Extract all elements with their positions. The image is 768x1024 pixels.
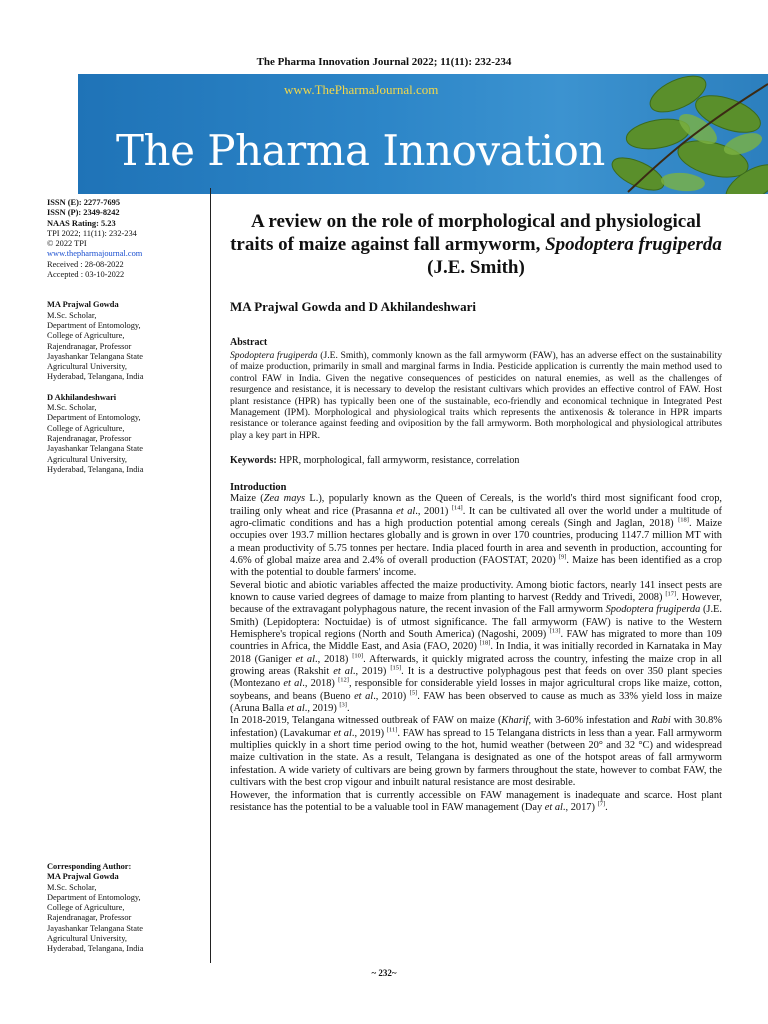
journal-banner [78,74,768,194]
keywords-list: HPR, morphological, fall armyworm, resistance, correlation [276,455,520,467]
introduction-heading: Introduction [230,482,287,494]
affiliation-line: College of Agriculture, [47,903,125,913]
author-line: MA Prajwal Gowda and D Akhilandeshwari [230,299,476,314]
affiliation-line: Agricultural University, [47,454,127,464]
column-divider [210,188,211,963]
author-name: MA Prajwal Gowda [47,300,119,310]
issn-e: ISSN (E): 2277-7695 [47,198,121,207]
article-title [230,210,722,279]
keywords [230,455,722,466]
affiliation-line: College of Agriculture, [47,423,125,433]
journal-site-link[interactable]: www.thepharmajournal.com [47,249,143,259]
affiliation-line: Hyderabad, Telangana, India [47,372,144,382]
article-meta-column [47,198,212,475]
title-species: Spodoptera frugiperda [545,234,722,255]
issn-p: ISSN (P): 2349-8242 [47,208,120,218]
corresponding-label: Corresponding Author: [47,862,132,871]
copyright: © 2022 TPI [47,239,87,249]
affiliation-line: Jayashankar Telangana State [47,444,143,454]
meta-block [47,198,212,229]
affiliation-line: Agricultural University, [47,362,127,372]
affiliation-line: M.Sc. Scholar, [47,882,97,892]
abstract-body: (J.E. Smith), commonly known as the fall armyworm (FAW), has an adverse effect on the sustainability of maize production, primarily in small and marginal farms in India. Pesticide application is currently the main method used to control FAW in India. Given the negative consequences of pesticides on natural enemies, as well as the challenges of resurgence and resistance, it is necessary to develop the resistant cultivars which provides an effective control of FAW. Host plant resistance (HPR) has typically been one of the sustainable, eco-friendly and economical technique in Integrated Pest Management (IPM). Morphological and physiological traits which represents the antixenosis & tolerance in HPR imparts resistance or tolerance against feeding and oviposition by the fall armyworm. Both morphological and physiological attributes play a key part in HPR. [230,350,722,441]
affiliation-line: Hyderabad, Telangana, India [47,464,144,474]
author-affiliation-2 [47,393,212,475]
title-tail: (J.E. Smith) [427,257,525,278]
page-number: ~ 232~ [371,968,397,978]
affiliation-line: Department of Entomology, [47,320,141,330]
abstract-text [230,350,722,441]
affiliation-line: Agricultural University, [47,934,127,944]
affiliation-line: Department of Entomology, [47,413,141,423]
intro-paragraph-1: Maize (Zea mays L.), popularly known as the Queen of Cereals, is the world's third most significant food crop, trailing only wheat and rice (Prasanna et al., 2001) [14]. It can be cultivated all over the world under a multitude of agro-climatic conditions and has a high production potential among cereals (Singh and Jaglan, 2018) [18]. Maize occupies over 193.7 million hectares globally and is grown in over 170 countries, producing 1147.7 million MT with a mean productivity of 5.75 tonnes per hectare. India placed fourth in area and seventh in production, accounting for 4.6% of global maize area and 2.4% of overall production (FAOSTAT, 2020) [9]. Maize has been identified as a crop with the potential to double farmers' income. [230,493,722,579]
journal-url[interactable]: www.ThePharmaJournal.com [284,82,439,97]
abstract-species: Spodoptera frugiperda [230,350,318,361]
naas-rating: NAAS Rating: 5.23 [47,218,116,228]
corresponding-name: MA Prajwal Gowda [47,872,119,882]
article-main-column [230,210,722,814]
affiliation-line: Jayashankar Telangana State [47,923,143,933]
intro-paragraph-3: In 2018-2019, Telangana witnessed outbreak of FAW on maize (Kharif, with 3-60% infestation and Rabi with 30.8% infestation) (Lavakumar et al., 2019) [11]. FAW has spread to 15 Telangana districts in less than a year. Fall armyworm multiplies quickly in a short time period owing to the hot, humid weather (between 20° and 32 °C) and widespread maize cultivation in the state. As a result, Telangana is designated as one of the hotspot areas of fall armyworm infestation. A wide variety of cultivars are being grown by farmers throughout the state, however to combat FAW, the cultivars with the best crop vigour and inbuilt natural resistance are most desirable. [230,715,722,789]
affiliation-line: Hyderabad, Telangana, India [47,944,144,954]
journal-brand-title: The Pharma Innovation [116,126,605,175]
intro-paragraph-4: However, the information that is currently accessible on FAW management is inadequate and scarce. Host plant resistance has the potential to be a valuable tool in FAW management (Day et al., 2017) [7]. [230,789,722,813]
journal-header: The Pharma Innovation Journal 2022; 11(11): 232-234 [256,56,512,68]
abstract-heading: Abstract [230,337,268,348]
title-text: A review on the role of morphological and physiological traits of maize against fall armyworm, [230,211,702,255]
affiliation-line: M.Sc. Scholar, [47,403,97,413]
corresponding-author-block [47,862,212,955]
affiliation-line: College of Agriculture, [47,331,125,341]
affiliation-line: Rajendranagar, Professor [47,913,132,923]
tpi-info: TPI 2022; 11(11): 232-234 [47,228,137,238]
affiliation-line: M.Sc. Scholar, [47,310,97,320]
author-affiliation-1 [47,300,212,382]
intro-paragraph-2: Several biotic and abiotic variables affected the maize productivity. Among biotic factors, nearly 141 insect pests are known to cause varied degrees of damage to maize from planting to harvest (Reddy and Trivedi, 2008) [17]. However, because of the extravagant polyphagous nature, the recent invasion of the Fall armyworm Spodoptera frugiperda (J.E. Smith) (Lepidoptera: Noctuidae) is of utmost significance. The fall armyworm (FAW) is native to the Western Hemisphere's tropical regions (North and South America) (Nagoshi, 2009) [13]. FAW has migrated to more than 109 countries in Africa, the Middle East, and Asia (FAO, 2020) [18]. In India, it was initially recorded in Karnataka in May 2018 (Ganiger et al., 2018) [10]. Afterwards, it quickly migrated across the country, infesting the maize crop in all growing areas (Rakshit et al., 2019) [15]. It is a destructive polyphagous pest that feeds on over 350 plant species (Montezano et al., 2018) [12], responsible for considerable yield losses in major agricultural crops like maize, cotton, soybeans, and beans (Bueno et al., 2010) [5]. FAW has been observed to cause as much as 33% yield loss in maize (Aruna Balla et al., 2019) [3]. [230,579,723,715]
received-date: Received : 28-08-2022 [47,259,124,269]
keywords-label: Keywords: [230,455,277,467]
affiliation-line: Department of Entomology, [47,892,141,902]
leaf-branch-icon [538,74,768,194]
author-name: D Akhilandeshwari [47,392,117,402]
affiliation-line: Rajendranagar, Professor [47,341,132,351]
accepted-date: Accepted : 03-10-2022 [47,270,125,280]
affiliation-line: Rajendranagar, Professor [47,433,132,443]
affiliation-line: Jayashankar Telangana State [47,351,143,361]
